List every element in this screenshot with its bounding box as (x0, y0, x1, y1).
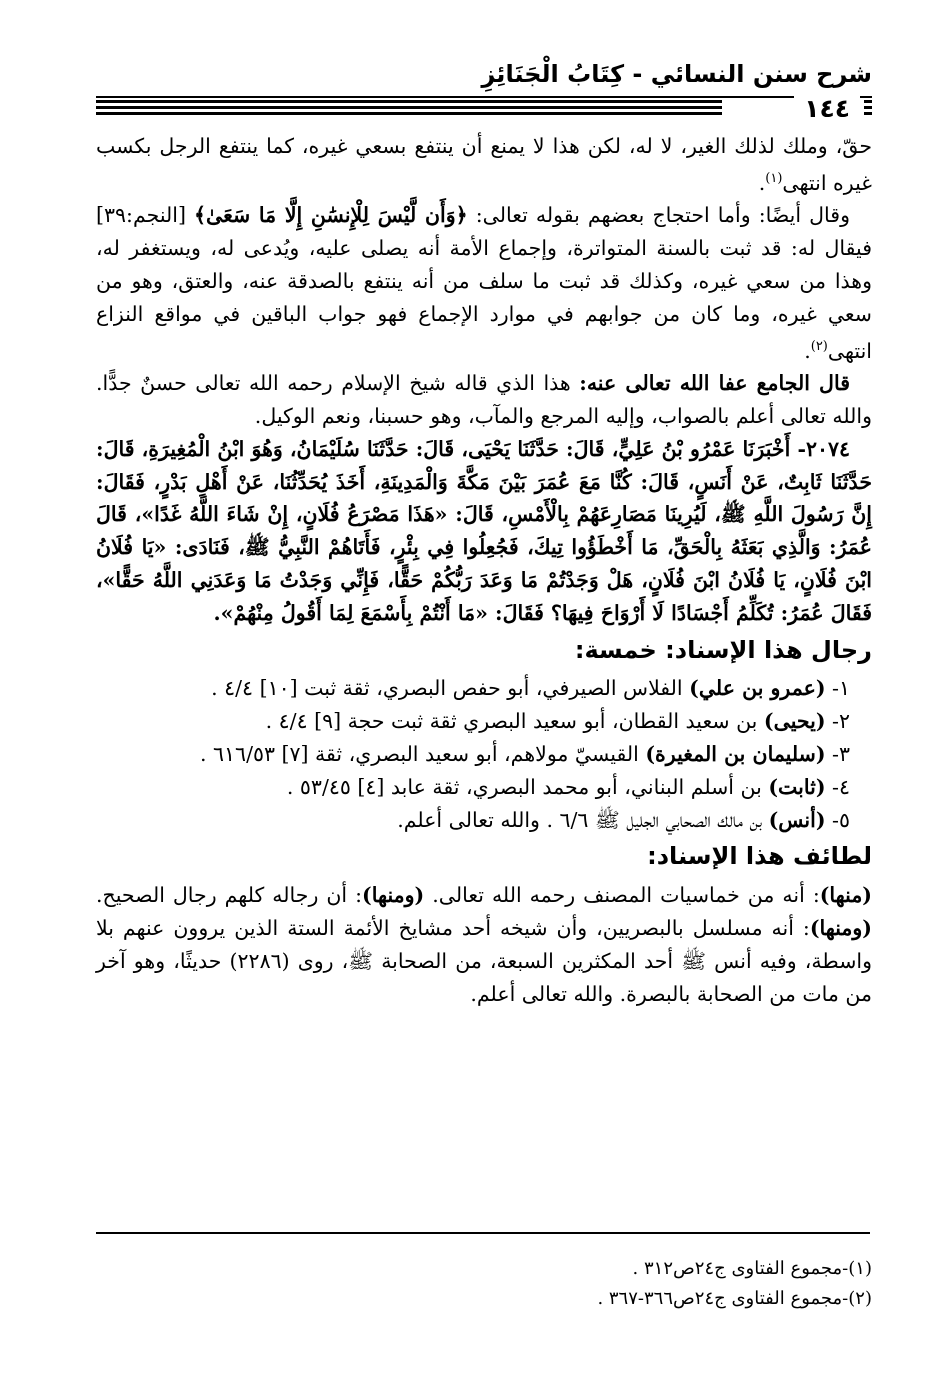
header-stripes-right (864, 100, 872, 116)
lataif-label: (منها) (819, 883, 872, 908)
narrator-number: ٤- (825, 774, 850, 799)
narrator-description: بن مالك الصحابي الجليل ﷺ ٦/٦ . والله تعالى أعلم. (397, 807, 769, 832)
footnote-2: (٢)-مجموع الفتاوى ج٢٤ص٣٦٦-٣٦٧ . (597, 1288, 872, 1309)
narrators-heading: رجال هذا الإسناد: خمسة: (574, 635, 872, 664)
narrators-list (96, 672, 872, 836)
narrator-name: (سليمان بن المغيرة) (645, 742, 826, 766)
hadith-text: ٢٠٧٤- أَخْبَرَنَا عَمْرُو بْنُ عَلِيٍّ، قَالَ: حَدَّثَنَا يَحْيَى، قَالَ: حَدَّثَنَا سُلَيْمَانُ، وَهُوَ ابْنُ الْمُغِيرَةِ، قَالَ: حَدَّثَنَا ثَابِتٌ، عَنْ أَنَسٍ، قَالَ: كُنَّا مَعَ عُمَرَ بَيْنَ مَكَّةَ وَالْمَدِينَةِ، أَخَذَ يُحَدِّثُنَا، عَنْ أَهْلِ بَدْرٍ، فَقَالَ: إِنَّ رَسُولَ اللَّهِ ﷺ، لَيُرِينَا مَصَارِعَهُمْ بِالْأَمْسِ، قَالَ: «هَذَا مَصْرَعُ فُلَانٍ، إِنْ شَاءَ اللَّهُ غَدًا»، قَالَ عُمَرُ: وَالَّذِي بَعَثَهُ بِالْحَقِّ، مَا أَخْطَؤُوا تِيكَ، فَجُعِلُوا فِي بِئْرٍ، فَأَتَاهُمْ النَّبِيُّ ﷺ، فَنَادَى: «يَا فُلَانُ ابْنَ فُلَانٍ، يَا فُلَانُ ابْنَ فُلَانٍ، هَلْ وَجَدْتُمْ مَا وَعَدَ رَبُّكُمْ حَقًّا، فَإِنِّي وَجَدْتُ مَا وَعَدَنِي اللَّهُ حَقًّا»، فَقَالَ عُمَرُ: تُكَلِّمُ أَجْسَادًا لَا أَرْوَاحَ فِيهَا؟ فَقَالَ: «مَا أَنْتُمْ بِأَسْمَعَ لِمَا أَقُولُ مِنْهُمْ». (96, 436, 872, 625)
narrator-item (96, 804, 850, 837)
lataif-label: (ومنها) (809, 915, 872, 940)
narrator-item (96, 672, 850, 705)
paragraph-2-text: [النجم:٣٩] فيقال له: قد ثبت بالسنة المتواترة، وإجماع الأمة أنه يصلى عليه، ويُدعى له، ويستغفر له، وهذا من سعي غيره، وكذلك قد ثبت ما سلف من أنه ينتفع بالصدقة عنه، والعتق، وهو من سعي غيره، وما كان من جوابهم في موارد الإجماع فهو جواب الباقين في مواقع النزاع انتهى (96, 203, 872, 363)
narrator-item (96, 771, 850, 804)
paragraph-2-end: . (804, 338, 811, 363)
paragraph-2-intro: وقال أيضًا: وأما احتجاج بعضهم بقوله تعالى: (467, 203, 850, 228)
compiler-note-label: قال الجامع عفا الله تعالى عنه: (579, 371, 850, 396)
paragraph-3 (96, 367, 872, 433)
narrator-number: ١- (825, 676, 850, 701)
narrator-number: ٥- (825, 807, 850, 832)
header-title: شرح سنن النسائي - كِتَابُ الْجَنَائِزِ (481, 60, 872, 88)
narrator-description: الفلاس الصيرفي، أبو حفص البصري، ثقة ثبت [١٠] ٤/٤ . (211, 676, 690, 701)
paragraph-1-text: حقّ، وملك لذلك الغير، لا له، لكن هذا لا يمنع أن ينتفع بسعي غيره، كما ينتفع الرجل بكسب غيره انتهى (96, 134, 872, 195)
narrator-name: (يحيى) (763, 709, 826, 734)
page-header (96, 40, 872, 123)
narrator-name: (ثابت) (768, 774, 826, 799)
compiler-note-text: هذا الذي قاله شيخ الإسلام رحمه الله تعالى حسنٌ جدًّا. والله تعالى أعلم بالصواب، وإليه المرجع والمآب، وهو حسبنا، ونعم الوكيل. (96, 371, 872, 429)
lataif-paragraph (96, 879, 872, 1010)
footnotes (96, 1254, 872, 1314)
footnote-ref-1[interactable]: (١) (765, 170, 783, 186)
footnote-1: (١)-مجموع الفتاوى ج٢٤ص٣١٢ . (632, 1258, 872, 1279)
lataif-text: : أنه من خماسيات المصنف رحمه الله تعالى. (424, 883, 820, 908)
narrator-description: بن سعيد القطان، أبو سعيد البصري ثقة ثبت حجة [٩] ٤/٤ . (265, 709, 764, 734)
footnote-ref-2[interactable]: (٢) (810, 338, 828, 354)
paragraph-1 (96, 130, 872, 199)
narrator-item (96, 738, 850, 771)
narrator-item (96, 705, 850, 738)
body-text (96, 130, 872, 1010)
narrator-name: (عمرو بن علي) (689, 676, 826, 701)
document-page (96, 40, 873, 1006)
narrator-description: بن أسلم البناني، أبو محمد البصري، ثقة عابد [٤] ٥٣/٤٥ . (286, 774, 769, 799)
footnote-divider (96, 1232, 870, 1234)
narrator-number: ٣- (825, 742, 850, 766)
paragraph-1-end: . (758, 170, 766, 195)
narrator-name: (أنس) (768, 807, 826, 832)
quran-verse: ﴿وَأَن لَّيْسَ لِلْإِنسَٰنِ إِلَّا مَا سَعَىٰ﴾ (194, 203, 468, 228)
lataif-heading: لطائف هذا الإسناد: (647, 842, 872, 871)
header-bar (96, 94, 872, 124)
narrator-description: القيسيّ مولاهم، أبو سعيد البصري، ثقة [٧] ٦١٦/٥٣ . (199, 742, 646, 766)
lataif-text: : أن رجاله كلهم رجال الصحيح. (96, 883, 363, 908)
header-stripes-left (96, 100, 722, 116)
paragraph-2 (96, 199, 872, 367)
lataif-label: (ومنها) (362, 883, 425, 908)
narrator-number: ٢- (825, 709, 850, 734)
page-number: ١٤٤ (794, 94, 860, 123)
lataif-text: : أنه مسلسل بالبصريين، وأن شيخه أحد مشايخ الأئمة الستة الذين يروون عنهم بلا واسطة، وفيه أنس ﷺ أحد المكثرين السبعة، من الصحابة ﷺ، روى (٢٢٨٦) حديثًا، وهو آخر من مات من الصحابة بالبصرة. والله تعالى أعلم. (96, 915, 873, 1006)
